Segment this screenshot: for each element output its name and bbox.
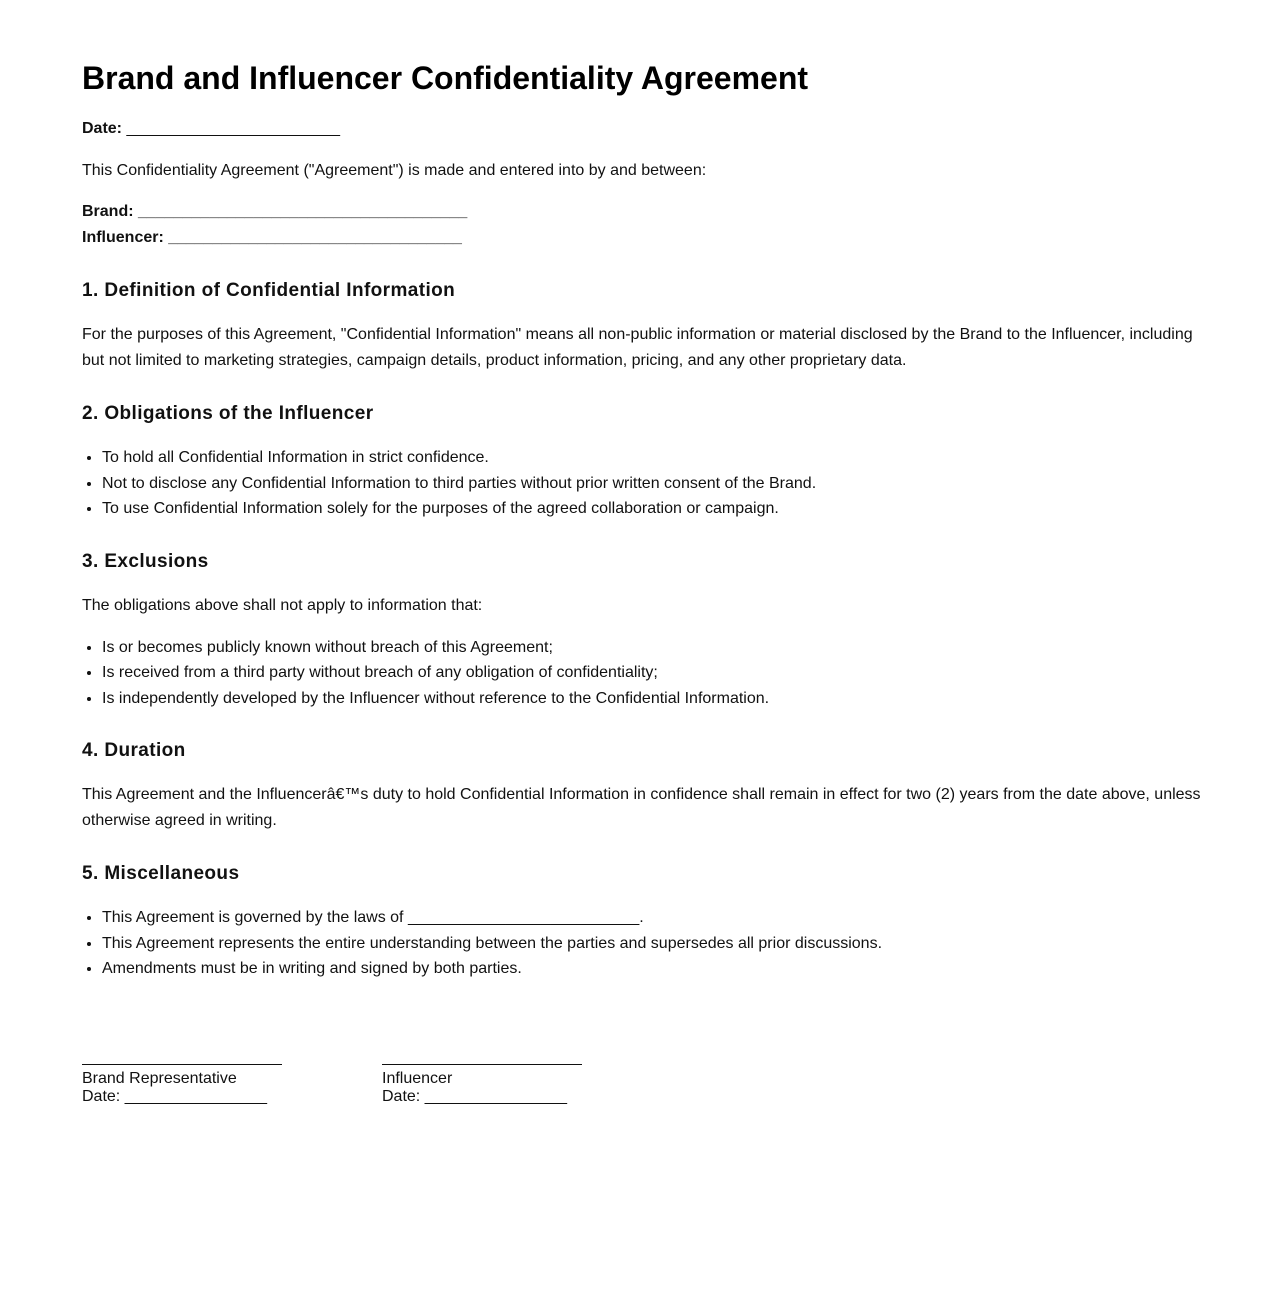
brand-blank: _____________________________________	[138, 203, 468, 220]
signature-line	[82, 1050, 282, 1065]
section-heading-duration: 4. Duration	[82, 740, 186, 761]
date-field	[82, 116, 1202, 142]
signer-name: Brand Representative	[82, 1070, 237, 1087]
influencer-label: Influencer:	[82, 229, 164, 246]
miscellaneous-list	[82, 905, 1202, 982]
list-item: • This Agreement represents the entire understanding between the parties and supersedes all prior discussions.	[102, 931, 1202, 957]
date-blank: ________________________	[126, 120, 341, 137]
brand-field	[82, 199, 1202, 225]
date-label: Date:	[82, 120, 123, 137]
section-heading-miscellaneous: 5. Miscellaneous	[82, 863, 240, 884]
list-item: • Amendments must be in writing and signed by both parties.	[102, 956, 1202, 982]
obligations-list	[82, 445, 1202, 522]
list-item: • To hold all Confidential Information in strict confidence.	[102, 445, 1202, 471]
exclusions-list	[82, 635, 1202, 712]
list-item: • Is independently developed by the Influencer without reference to the Confidential Information.	[102, 686, 1202, 712]
brand-signature	[82, 1050, 382, 1106]
section-heading-definition: 1. Definition of Confidential Information	[82, 280, 456, 301]
signature-block	[82, 1050, 682, 1106]
signer-date: Date: ________________	[82, 1088, 268, 1105]
list-item: • Is received from a third party without breach of any obligation of confidentiality;	[102, 660, 1202, 686]
signer-name: Influencer	[382, 1070, 453, 1087]
intro-text: This Confidentiality Agreement ("Agreement") is made and entered into by and between:	[82, 162, 707, 179]
list-item: • This Agreement is governed by the laws of __________________________.	[102, 905, 1202, 931]
list-item: • Not to disclose any Confidential Information to third parties without prior written consent of the Brand.	[102, 471, 1202, 497]
brand-label: Brand:	[82, 203, 134, 220]
section-paragraph-duration: This Agreement and the Influencerâ€™s duty to hold Confidential Information in confidence shall remain in effect for two (2) years from the date above, unless otherwise agreed in writing.	[82, 786, 1201, 829]
section-heading-exclusions: 3. Exclusions	[82, 550, 209, 572]
section-heading-obligations: 2. Obligations of the Influencer	[82, 403, 374, 424]
section-paragraph-exclusions: The obligations above shall not apply to information that:	[82, 596, 483, 614]
document-title: Brand and Influencer Confidentiality Agreement	[82, 60, 809, 96]
signer-date: Date: ________________	[382, 1088, 568, 1105]
influencer-signature	[382, 1050, 682, 1106]
list-item: • Is or becomes publicly known without breach of this Agreement;	[102, 635, 1202, 661]
influencer-blank: _________________________________	[168, 229, 462, 246]
section-paragraph-definition: For the purposes of this Agreement, "Confidential Information" means all non-public information or material disclosed by the Brand to the Influencer, including but not limited to marketing strategies, campaign details, product information, pricing, and any other proprietary data.	[82, 326, 1193, 369]
signature-line	[382, 1050, 582, 1065]
list-item: • To use Confidential Information solely for the purposes of the agreed collaboration or campaign.	[102, 496, 1202, 522]
influencer-field	[82, 225, 1202, 251]
